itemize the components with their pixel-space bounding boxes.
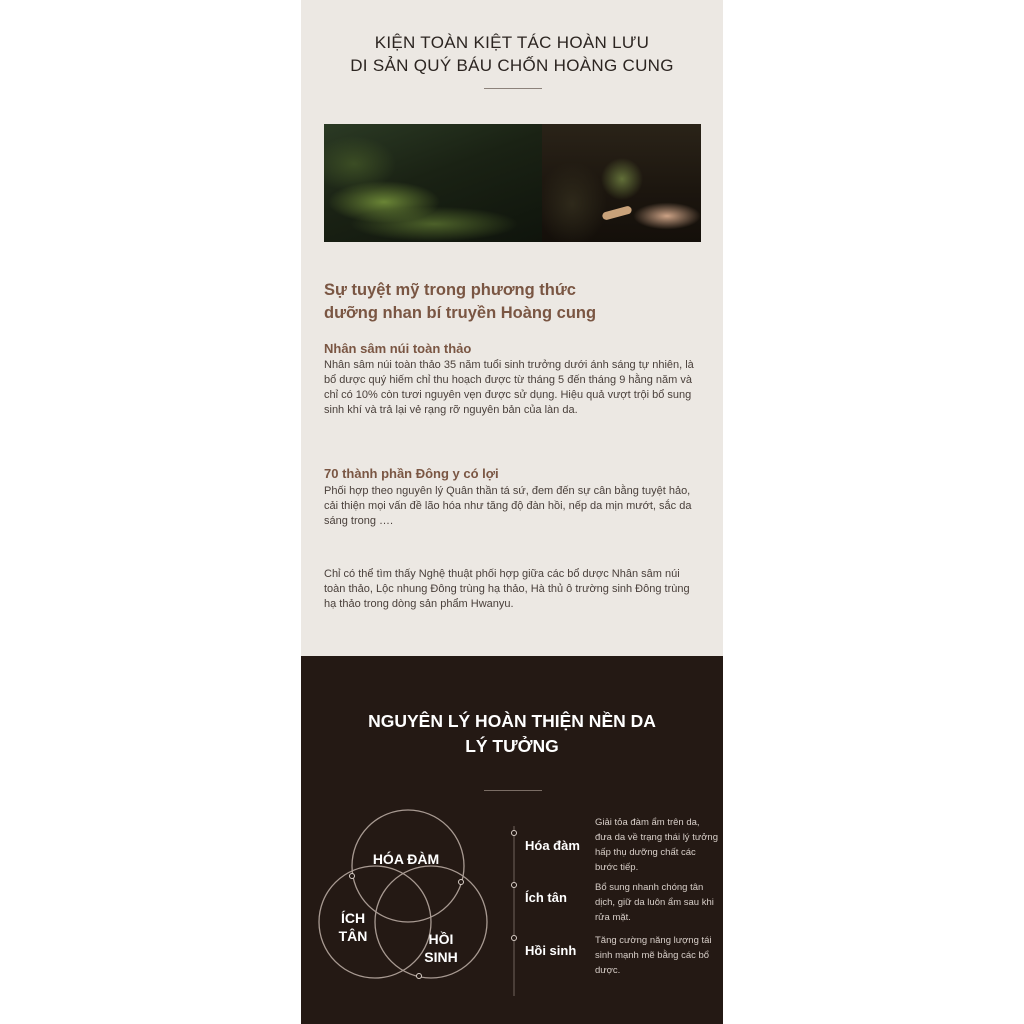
principles-heading-line-1: NGUYÊN LÝ HOÀN THIỆN NỀN DA	[368, 711, 656, 731]
intro-section	[301, 0, 723, 656]
ingredient-title-ginseng: Nhân sâm núi toàn thảo	[324, 341, 472, 356]
intro-heading-line-2: DI SẢN QUÝ BÁU CHỐN HOÀNG CUNG	[350, 56, 674, 75]
connector-dot	[512, 831, 517, 836]
heading-divider	[484, 88, 542, 89]
intro-heading	[301, 31, 723, 77]
closing-paragraph: Chỉ có thể tìm thấy Nghệ thuật phối hợp giữa các bổ dược Nhân sâm núi toàn thảo, Lộc nhung Đông trùng hạ thảo, Hà thủ ô trường sinh Đông trùng hạ thảo trong dòng sản phẩm Hwanyu.	[324, 568, 690, 610]
philosophy-subtitle	[324, 279, 704, 325]
connector-dot	[512, 883, 517, 888]
principle-desc-ich-tan: Bổ sung nhanh chóng tân dịch, giữ da luôn ẩm sau khi rửa mặt.	[595, 882, 714, 923]
principle-desc-hoi-sinh: Tăng cường năng lượng tái sinh mạnh mẽ bằng các bổ dược.	[595, 935, 712, 976]
principle-label-hoi-sinh: Hồi sinh	[525, 943, 577, 958]
ingredient-text-herbs: Phối hợp theo nguyên lý Quân thần tá sứ, đem đến sự cân bằng tuyệt hảo, cải thiện mọi vấn đề lão hóa như tăng độ đàn hồi, nếp da mịn mướt, sắc da sáng trong ….	[324, 485, 692, 527]
venn-label-hoi-sinh-line-2: SINH	[424, 949, 458, 965]
principle-desc-hoa-dam: Giải tỏa đàm ẩm trên da, đưa da về trạng thái lý tưởng hấp thụ dưỡng chất các bước tiếp.	[595, 817, 718, 873]
venn-label-hoi-sinh-line-1: HỒI	[428, 931, 454, 947]
principle-label-ich-tan: Ích tân	[525, 890, 567, 905]
principles-heading-line-2: LÝ TƯỞNG	[465, 736, 559, 756]
venn-label-ich-tan-line-2: TÂN	[338, 928, 368, 944]
ginseng-hand-photo	[542, 124, 701, 242]
ginseng-root-shape	[601, 205, 632, 220]
venn-label-ich-tan-line-1: ÍCH	[340, 910, 366, 926]
venn-label-hoa-dam: HÓA ĐÀM	[372, 851, 440, 867]
ingredient-title-herbs: 70 thành phần Đông y có lợi	[324, 466, 499, 481]
ingredient-text-ginseng: Nhân sâm núi toàn thảo 35 năm tuổi sinh trưởng dưới ánh sáng tự nhiên, là bổ dược quý hiếm chỉ thu hoạch được từ tháng 5 đến tháng 9 hằng năm và chỉ có 10% còn tươi nguyên vẹn được sử dụng. Hiệu quả vượt trội bổ sung sinh khí và trả lại vẻ rạng rỡ nguyên bản của làn da.	[324, 359, 694, 416]
principles-section	[301, 656, 723, 1024]
philosophy-subtitle-line-2: dưỡng nhan bí truyền Hoàng cung	[324, 304, 597, 322]
principle-label-hoa-dam: Hóa đàm	[525, 838, 580, 853]
moss-forest-photo	[324, 124, 542, 242]
product-page	[301, 0, 723, 1024]
intro-heading-line-1: KIỆN TOÀN KIỆT TÁC HOÀN LƯU	[374, 33, 650, 52]
philosophy-subtitle-line-1: Sự tuyệt mỹ trong phương thức	[324, 281, 576, 299]
connector-dot	[512, 936, 517, 941]
